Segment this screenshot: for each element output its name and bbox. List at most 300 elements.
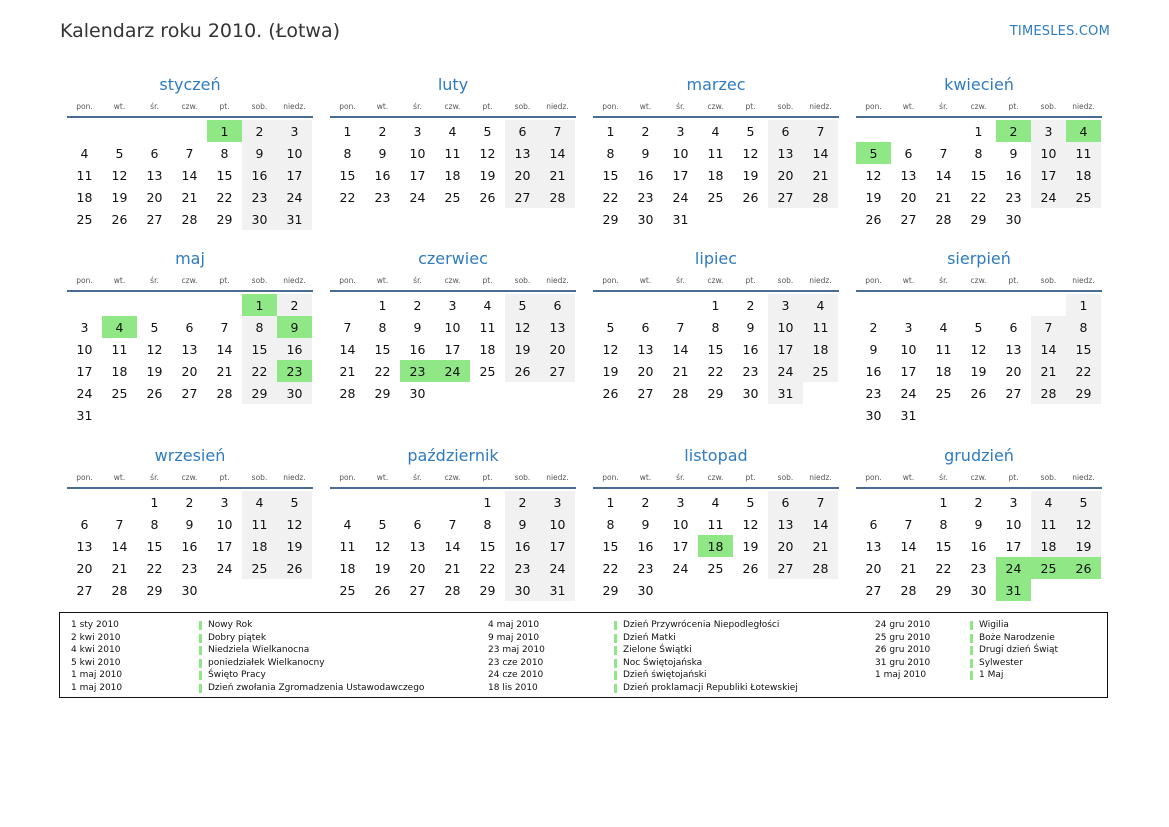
day-cell: 8 [483, 516, 492, 532]
day-grid [67, 489, 313, 601]
day-cell: 1 [711, 297, 720, 313]
weekday-label: śr. [676, 101, 685, 111]
day-cell: 29 [970, 211, 987, 227]
day-cell: 28 [900, 582, 917, 598]
day-cell: 10 [672, 145, 689, 161]
weekday-label: śr. [150, 101, 159, 111]
day-cell: 3 [277, 120, 312, 142]
legend-row [71, 657, 471, 670]
day-cell: 16 [374, 167, 391, 183]
day-cell: 30 [277, 382, 312, 404]
holiday-marker [199, 671, 202, 680]
day-cell: 25 [111, 385, 128, 401]
month-calendar [593, 74, 839, 230]
day-cell: 29 [216, 211, 233, 227]
weekday-header [856, 467, 1102, 489]
holiday-date: 23 cze 2010 [488, 657, 544, 668]
day-cell: 5 [483, 123, 492, 139]
day-cell: 14 [935, 167, 952, 183]
day-cell: 30 [742, 385, 759, 401]
day-cell: 1 [483, 494, 492, 510]
day-cell: 30 [181, 582, 198, 598]
holiday-name: Zielone Świątki [623, 645, 692, 656]
day-cell: 5 [1066, 491, 1101, 513]
month-calendar [330, 74, 576, 208]
day-cell: 3 [676, 494, 685, 510]
day-cell: 24 [1031, 186, 1066, 208]
day-cell: 27 [409, 582, 426, 598]
weekday-label: niedz. [546, 101, 569, 111]
day-cell: 24 [768, 360, 803, 382]
month-name: kwiecień [944, 75, 1014, 94]
holiday-date: 31 gru 2010 [875, 657, 931, 668]
day-cell: 2 [242, 120, 277, 142]
day-cell: 13 [505, 142, 540, 164]
weekday-header [67, 96, 313, 118]
holiday-name: Drugi dzień Świąt [979, 645, 1059, 656]
day-cell: 20 [505, 164, 540, 186]
legend-column [875, 619, 1169, 682]
legend-row [488, 669, 888, 682]
day-cell: 15 [242, 338, 277, 360]
day-cell: 22 [602, 189, 619, 205]
legend-row [488, 657, 888, 670]
day-cell: 3 [676, 123, 685, 139]
day-grid [593, 489, 839, 601]
month-calendar [593, 248, 839, 404]
day-cell: 2 [641, 123, 650, 139]
holiday-date: 24 gru 2010 [875, 620, 931, 630]
day-cell: 24 [672, 189, 689, 205]
day-cell: 24 [409, 189, 426, 205]
holiday-day-cell: 18 [698, 535, 733, 557]
day-grid [330, 489, 576, 601]
day-cell: 31 [540, 579, 575, 601]
day-cell: 19 [742, 538, 759, 554]
day-cell: 17 [768, 338, 803, 360]
day-cell: 15 [339, 167, 356, 183]
empty-day-cell [365, 491, 400, 513]
day-cell: 2 [641, 494, 650, 510]
day-cell: 27 [865, 582, 882, 598]
day-cell: 13 [768, 513, 803, 535]
weekday-label: pon. [865, 472, 882, 482]
weekday-label: śr. [413, 472, 422, 482]
empty-day-cell [330, 491, 365, 513]
weekday-label: wt. [113, 472, 126, 482]
weekday-label: niedz. [1072, 101, 1095, 111]
month-calendar [593, 445, 839, 601]
weekday-label: śr. [676, 472, 685, 482]
day-cell: 13 [1005, 341, 1022, 357]
day-cell: 31 [277, 208, 312, 230]
weekday-label: sob. [251, 275, 268, 285]
day-cell: 16 [242, 164, 277, 186]
empty-day-cell [172, 294, 207, 316]
day-cell: 7 [676, 319, 685, 335]
day-cell: 17 [409, 167, 426, 183]
weekday-label: pt. [745, 101, 756, 111]
weekday-label: pt. [482, 101, 493, 111]
day-cell: 27 [505, 186, 540, 208]
day-cell: 12 [479, 145, 496, 161]
weekday-header [67, 270, 313, 292]
empty-day-cell [400, 491, 435, 513]
day-cell: 27 [768, 557, 803, 579]
weekday-label: sob. [514, 472, 531, 482]
weekday-label: pon. [76, 275, 93, 285]
day-cell: 3 [220, 494, 229, 510]
day-grid [330, 292, 576, 404]
day-cell: 4 [242, 491, 277, 513]
day-cell: 28 [111, 582, 128, 598]
day-cell: 10 [672, 516, 689, 532]
weekday-label: wt. [376, 275, 389, 285]
day-cell: 22 [707, 363, 724, 379]
holiday-date: 24 cze 2010 [488, 670, 544, 681]
legend-row [875, 657, 1169, 670]
day-cell: 11 [803, 316, 838, 338]
day-cell: 4 [1031, 491, 1066, 513]
holiday-name: Dzień zwołania Zgromadzenia Ustawodawczego [208, 682, 425, 693]
weekday-label: sob. [777, 101, 794, 111]
day-cell: 24 [900, 385, 917, 401]
day-cell: 5 [378, 516, 387, 532]
empty-day-cell [1031, 294, 1066, 316]
day-cell: 26 [865, 211, 882, 227]
day-cell: 15 [935, 538, 952, 554]
weekday-label: czw. [444, 275, 461, 285]
holiday-name: Dzień Przywrócenia Niepodległości [623, 620, 780, 630]
day-cell: 19 [602, 363, 619, 379]
weekday-label: wt. [639, 275, 652, 285]
weekday-label: pt. [745, 472, 756, 482]
day-cell: 16 [277, 338, 312, 360]
empty-day-cell [891, 294, 926, 316]
weekday-label: sob. [514, 275, 531, 285]
day-cell: 16 [865, 363, 882, 379]
holiday-day-cell: 1 [242, 294, 277, 316]
day-cell: 31 [76, 407, 93, 423]
day-cell: 20 [900, 189, 917, 205]
day-cell: 19 [277, 535, 312, 557]
weekday-label: pon. [339, 472, 356, 482]
day-cell: 23 [865, 385, 882, 401]
day-cell: 6 [80, 516, 89, 532]
day-cell: 29 [479, 582, 496, 598]
month-name: maj [175, 249, 205, 268]
day-cell: 6 [869, 516, 878, 532]
day-cell: 7 [220, 319, 229, 335]
weekday-label: pon. [602, 275, 619, 285]
day-cell: 19 [865, 189, 882, 205]
holiday-marker [199, 684, 202, 693]
month-name: grudzień [944, 446, 1014, 465]
day-cell: 7 [803, 491, 838, 513]
empty-day-cell [137, 294, 172, 316]
holiday-day-cell: 4 [102, 316, 137, 338]
empty-day-cell [67, 294, 102, 316]
day-cell: 14 [1031, 338, 1066, 360]
day-cell: 11 [111, 341, 128, 357]
weekday-label: pon. [865, 275, 882, 285]
day-cell: 5 [505, 294, 540, 316]
holiday-marker [199, 646, 202, 655]
day-cell: 11 [935, 341, 952, 357]
day-grid [593, 292, 839, 404]
day-cell: 20 [768, 535, 803, 557]
empty-day-cell [856, 491, 891, 513]
day-cell: 17 [216, 538, 233, 554]
day-cell: 12 [742, 516, 759, 532]
day-cell: 16 [1005, 167, 1022, 183]
weekday-label: pt. [219, 275, 230, 285]
holiday-date: 23 maj 2010 [488, 645, 545, 656]
weekday-label: pt. [1008, 275, 1019, 285]
empty-day-cell [102, 491, 137, 513]
day-cell: 7 [185, 145, 194, 161]
day-cell: 17 [672, 538, 689, 554]
day-grid [593, 118, 839, 230]
day-cell: 14 [216, 341, 233, 357]
weekday-label: niedz. [809, 101, 832, 111]
weekday-label: wt. [902, 472, 915, 482]
weekday-label: wt. [376, 101, 389, 111]
day-cell: 2 [869, 319, 878, 335]
weekday-label: czw. [181, 472, 198, 482]
day-cell: 21 [803, 535, 838, 557]
day-cell: 22 [216, 189, 233, 205]
day-cell: 28 [339, 385, 356, 401]
day-cell: 13 [409, 538, 426, 554]
day-cell: 10 [277, 142, 312, 164]
weekday-label: sob. [251, 101, 268, 111]
day-cell: 18 [339, 560, 356, 576]
day-cell: 12 [146, 341, 163, 357]
day-cell: 30 [505, 579, 540, 601]
legend-row [488, 644, 888, 657]
day-cell: 23 [242, 186, 277, 208]
weekday-label: niedz. [283, 101, 306, 111]
day-cell: 28 [181, 211, 198, 227]
month-name: październik [407, 446, 499, 465]
day-cell: 6 [150, 145, 159, 161]
day-cell: 17 [76, 363, 93, 379]
weekday-label: niedz. [809, 472, 832, 482]
day-cell: 5 [974, 319, 983, 335]
holiday-marker [614, 671, 617, 680]
holiday-date: 26 gru 2010 [875, 645, 931, 656]
weekday-label: śr. [150, 275, 159, 285]
day-cell: 24 [216, 560, 233, 576]
day-cell: 8 [1066, 316, 1101, 338]
empty-day-cell [102, 294, 137, 316]
day-cell: 3 [540, 491, 575, 513]
day-cell: 8 [606, 516, 615, 532]
day-cell: 17 [1031, 164, 1066, 186]
holiday-marker [614, 634, 617, 643]
month-calendar [856, 445, 1102, 601]
day-cell: 9 [641, 516, 650, 532]
legend-row [875, 632, 1169, 645]
day-cell: 11 [1031, 513, 1066, 535]
empty-day-cell [67, 120, 102, 142]
legend-row [71, 644, 471, 657]
day-cell: 3 [768, 294, 803, 316]
weekday-label: pon. [865, 101, 882, 111]
weekday-label: niedz. [283, 472, 306, 482]
day-cell: 10 [216, 516, 233, 532]
day-cell: 13 [76, 538, 93, 554]
holiday-name: Dzień świętojański [623, 670, 707, 681]
empty-day-cell [856, 294, 891, 316]
weekday-header [593, 467, 839, 489]
holiday-day-cell: 26 [1066, 557, 1101, 579]
day-cell: 29 [242, 382, 277, 404]
day-cell: 25 [339, 582, 356, 598]
day-cell: 11 [76, 167, 93, 183]
weekday-header [330, 467, 576, 489]
day-cell: 8 [150, 516, 159, 532]
legend-row [875, 644, 1169, 657]
weekday-label: wt. [113, 101, 126, 111]
empty-day-cell [137, 120, 172, 142]
day-cell: 11 [242, 513, 277, 535]
day-cell: 4 [939, 319, 948, 335]
day-cell: 18 [76, 189, 93, 205]
day-cell: 15 [602, 538, 619, 554]
day-cell: 3 [1031, 120, 1066, 142]
day-cell: 2 [185, 494, 194, 510]
day-cell: 18 [803, 338, 838, 360]
day-grid [856, 292, 1102, 426]
day-cell: 25 [444, 189, 461, 205]
day-cell: 21 [672, 363, 689, 379]
day-cell: 22 [602, 560, 619, 576]
weekday-label: sob. [777, 472, 794, 482]
day-cell: 28 [540, 186, 575, 208]
month-calendar [67, 74, 313, 230]
day-cell: 14 [540, 142, 575, 164]
day-cell: 17 [444, 341, 461, 357]
day-cell: 27 [637, 385, 654, 401]
day-cell: 9 [641, 145, 650, 161]
day-cell: 4 [80, 145, 89, 161]
day-cell: 19 [505, 338, 540, 360]
empty-day-cell [926, 120, 961, 142]
day-cell: 10 [1031, 142, 1066, 164]
holiday-marker [614, 659, 617, 668]
day-cell: 20 [146, 189, 163, 205]
day-cell: 21 [181, 189, 198, 205]
holiday-day-cell: 23 [400, 360, 435, 382]
legend-row [488, 632, 888, 645]
holiday-date: 4 kwi 2010 [71, 645, 121, 656]
weekday-label: pon. [602, 101, 619, 111]
day-cell: 13 [540, 316, 575, 338]
empty-day-cell [891, 120, 926, 142]
day-cell: 11 [479, 319, 496, 335]
day-cell: 28 [803, 557, 838, 579]
day-cell: 6 [768, 120, 803, 142]
day-cell: 13 [637, 341, 654, 357]
day-cell: 4 [803, 294, 838, 316]
day-cell: 31 [900, 407, 917, 423]
weekday-label: czw. [970, 275, 987, 285]
weekday-label: pon. [602, 472, 619, 482]
day-cell: 6 [505, 120, 540, 142]
day-cell: 26 [505, 360, 540, 382]
day-cell: 6 [1009, 319, 1018, 335]
day-cell: 20 [1005, 363, 1022, 379]
holiday-marker [614, 684, 617, 693]
month-calendar [330, 445, 576, 601]
day-cell: 10 [540, 513, 575, 535]
day-cell: 30 [409, 385, 426, 401]
day-grid [67, 292, 313, 426]
month-calendar [67, 445, 313, 601]
day-cell: 29 [602, 582, 619, 598]
weekday-label: sob. [777, 275, 794, 285]
day-cell: 12 [970, 341, 987, 357]
holiday-day-cell: 25 [1031, 557, 1066, 579]
weekday-label: pon. [76, 472, 93, 482]
holiday-marker [199, 621, 202, 630]
weekday-label: pt. [219, 472, 230, 482]
site-link[interactable]: TIMESLES.COM [1009, 24, 1110, 39]
holiday-name: 1 Maj [979, 670, 1004, 681]
day-cell: 25 [76, 211, 93, 227]
weekday-label: pon. [76, 101, 93, 111]
day-cell: 19 [146, 363, 163, 379]
day-cell: 26 [146, 385, 163, 401]
day-cell: 26 [374, 582, 391, 598]
day-cell: 7 [803, 120, 838, 142]
day-cell: 4 [343, 516, 352, 532]
legend-row [875, 669, 1169, 682]
day-cell: 29 [1066, 382, 1101, 404]
day-cell: 18 [479, 341, 496, 357]
day-cell: 2 [974, 494, 983, 510]
day-cell: 7 [1031, 316, 1066, 338]
empty-day-cell [207, 294, 242, 316]
empty-day-cell [926, 294, 961, 316]
weekday-label: śr. [413, 275, 422, 285]
day-cell: 8 [378, 319, 387, 335]
day-cell: 28 [935, 211, 952, 227]
month-calendar [856, 74, 1102, 230]
day-cell: 29 [146, 582, 163, 598]
holiday-marker [199, 634, 202, 643]
day-cell: 29 [602, 211, 619, 227]
day-cell: 1 [378, 297, 387, 313]
weekday-label: niedz. [809, 275, 832, 285]
weekday-label: czw. [181, 101, 198, 111]
holiday-name: Wigilia [979, 620, 1009, 630]
month-name: styczeń [159, 75, 221, 94]
day-cell: 21 [803, 164, 838, 186]
day-cell: 27 [540, 360, 575, 382]
day-cell: 7 [115, 516, 124, 532]
month-name: sierpień [947, 249, 1011, 268]
day-grid [67, 118, 313, 230]
weekday-label: sob. [514, 101, 531, 111]
month-name: lipiec [694, 249, 738, 268]
weekday-label: niedz. [283, 275, 306, 285]
holiday-marker [970, 671, 973, 680]
day-cell: 30 [865, 407, 882, 423]
day-cell: 28 [672, 385, 689, 401]
